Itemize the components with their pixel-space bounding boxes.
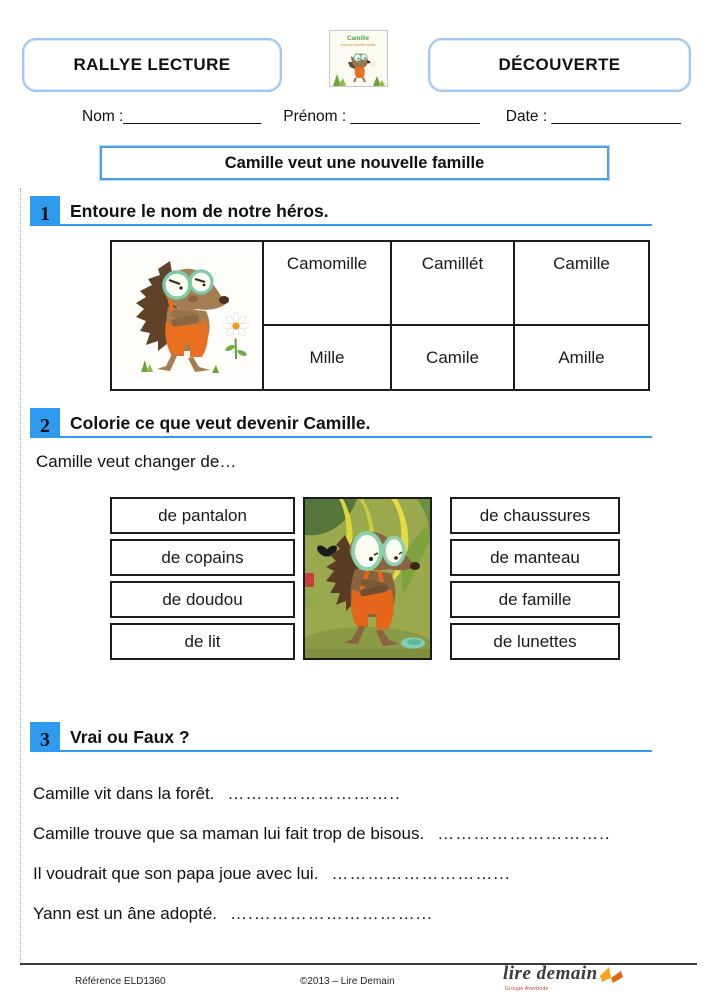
lire-demain-logo-subtext: Groupe Averbode (505, 986, 549, 992)
hedgehog-walking-illustration (111, 241, 263, 390)
statement-2-text: Camille trouve que sa maman lui fait trop de bisous. (33, 824, 425, 843)
option-de-doudou[interactable]: de doudou (110, 581, 295, 618)
nom-blank-line[interactable]: ________________ (123, 108, 262, 125)
rallye-lecture-label: RALLYE LECTURE (73, 55, 231, 74)
statement-3-answer-dots[interactable]: ………………………... (331, 864, 511, 883)
hero-name-table (110, 240, 650, 391)
statement-2-answer-dots[interactable]: ……………………….. (437, 824, 611, 843)
nom-label: Nom : (82, 108, 124, 125)
cover-title-text: Camille (346, 35, 370, 42)
lire-demain-book-icon (598, 964, 624, 984)
name-option-camille[interactable]: Camille (514, 241, 649, 325)
section-2-heading: Colorie ce que veut devenir Camille. (70, 412, 371, 433)
name-option-camomille[interactable]: Camomille (263, 241, 391, 325)
right-options-column (450, 497, 620, 660)
statement-3-text: Il voudrait que son papa joue avec lui. (33, 864, 319, 883)
name-option-camile[interactable]: Camile (391, 325, 514, 390)
name-option-mille[interactable]: Mille (263, 325, 391, 390)
book-title-box (100, 146, 609, 180)
option-de-pantalon[interactable]: de pantalon (110, 497, 295, 534)
option-de-lit[interactable]: de lit (110, 623, 295, 660)
statement-4-answer-dots[interactable]: ….………………………... (230, 904, 433, 923)
book-cover-thumbnail (329, 30, 388, 87)
cover-subtitle-text: veut une nouvelle famille (340, 43, 376, 47)
prenom-label: Prénom : (283, 108, 347, 125)
book-title-text: Camille veut une nouvelle famille (224, 153, 485, 172)
option-de-chaussures[interactable]: de chaussures (450, 497, 620, 534)
date-label: Date : (505, 108, 548, 125)
section-2-number-text: 2 (40, 415, 50, 437)
prenom-blank-line[interactable]: _______________ (350, 108, 480, 125)
lire-demain-logo (503, 964, 624, 984)
identity-row (82, 108, 681, 126)
section-1-number (30, 196, 60, 226)
option-de-copains[interactable]: de copains (110, 539, 295, 576)
name-option-amille[interactable]: Amille (514, 325, 649, 390)
rallye-lecture-badge (22, 38, 282, 92)
option-de-famille[interactable]: de famille (450, 581, 620, 618)
footer-reference: Référence ELD1360 (75, 976, 166, 987)
section-2-intro: Camille veut changer de… (36, 452, 237, 471)
option-de-manteau[interactable]: de manteau (450, 539, 620, 576)
section-3-number (30, 722, 60, 752)
footer-copyright: ©2013 – Lire Demain (300, 976, 395, 987)
statement-1 (33, 783, 401, 805)
option-de-lunettes[interactable]: de lunettes (450, 623, 620, 660)
statement-4-text: Yann est un âne adopté. (33, 904, 218, 923)
left-options-column (110, 497, 295, 660)
statement-1-text: Camille vit dans la forêt. (33, 784, 215, 803)
section-2-number (30, 408, 60, 438)
decouverte-badge (428, 38, 691, 92)
margin-dotted-line (20, 188, 21, 964)
section-1-heading: Entoure le nom de notre héros. (70, 200, 329, 221)
name-option-camillet[interactable]: Camillét (391, 241, 514, 325)
statement-1-answer-dots[interactable]: ……………………….. (227, 784, 401, 803)
statement-3 (33, 863, 511, 885)
statement-2 (33, 823, 611, 845)
decouverte-label: DÉCOUVERTE (498, 55, 621, 74)
hedgehog-jungle-illustration (303, 497, 432, 660)
hedgehog-daisy-image (114, 249, 260, 378)
section-1-number-text: 1 (40, 203, 50, 225)
section-3-heading: Vrai ou Faux ? (70, 726, 190, 747)
section-3-number-text: 3 (40, 729, 50, 751)
date-blank-line[interactable]: _______________ (551, 108, 681, 125)
statement-4 (33, 903, 433, 925)
lire-demain-logo-text: lire demain (503, 963, 598, 984)
